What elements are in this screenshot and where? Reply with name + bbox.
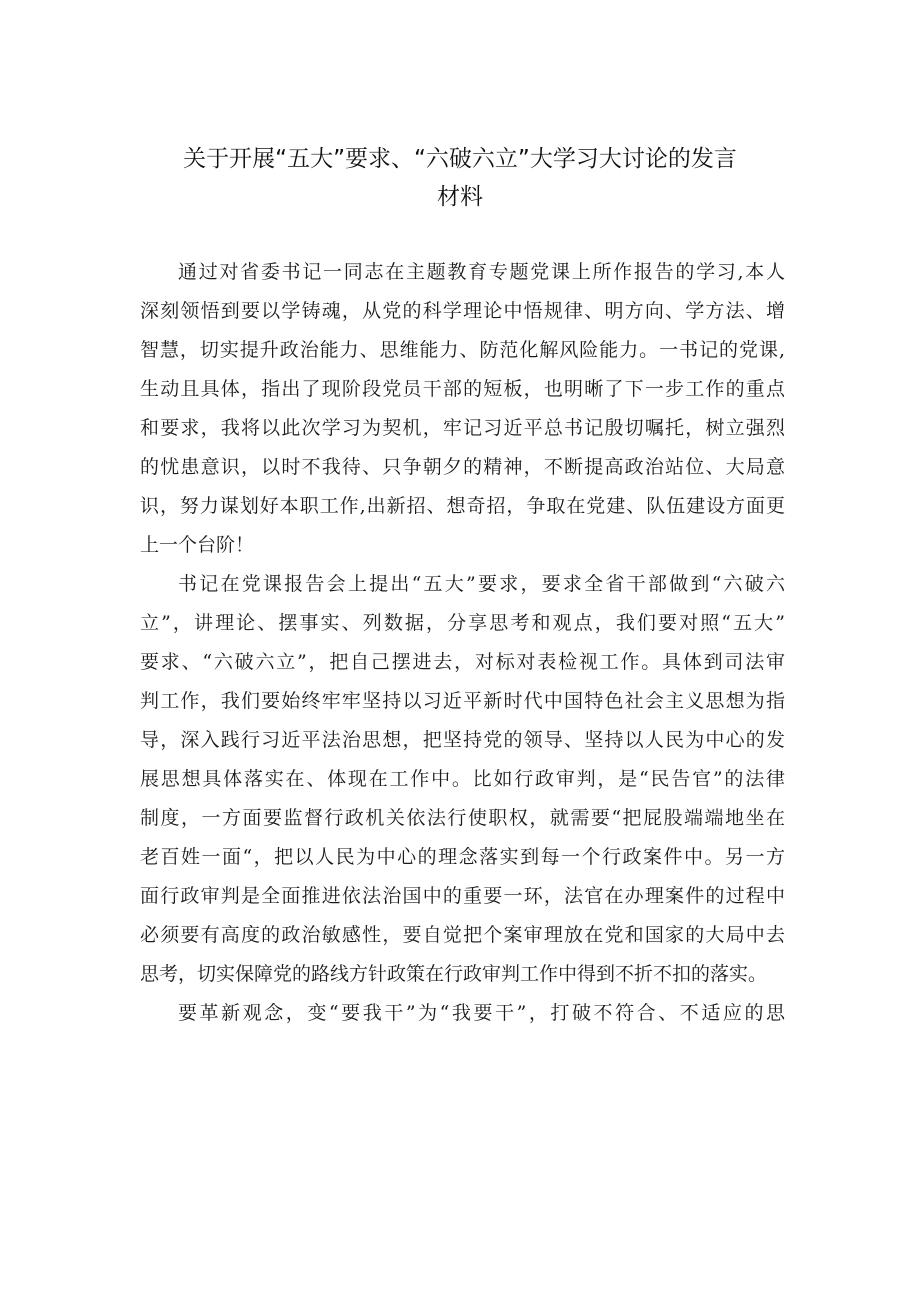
text-line: 老百姓一面“，把以人民为中心的理念落实到每一个行政案件中。另一方 — [140, 846, 785, 868]
text-line: 识，努力谋划好本职工作,出新招、想奇招，争取在党建、队伍建设方面更 — [140, 495, 785, 517]
text-line: 要求、“六破六立”，把自己摆进去，对标对表检视工作。具体到司法审 — [140, 651, 785, 673]
title-line-2: 材料 — [437, 184, 483, 210]
text-line: 制度，一方面要监督行政机关依法行使职权，就需要“把屁股端端地坐在 — [140, 807, 785, 829]
text-line: 思考，切实保障党的路线方针政策在行政审判工作中得到不折不扣的落实。 — [140, 963, 768, 985]
text-line: 深刻领悟到要以学铸魂，从党的科学理论中悟规律、明方向、学方法、增 — [140, 300, 785, 322]
text-line: 立”，讲理论、摆事实、列数据，分享思考和观点，我们要对照“五大” — [140, 612, 785, 634]
text-line: 判工作，我们要始终牢牢坚持以习近平新时代中国特色社会主义思想为指 — [140, 690, 785, 712]
text-line: 智慧，切实提升政治能力、思维能力、防范化解风险能力。一书记的党课, — [140, 339, 785, 361]
document-title — [140, 140, 780, 216]
text-line: 生动且具体，指出了现阶段党员干部的短板，也明晰了下一步工作的重点 — [140, 378, 785, 400]
text-line: 导，深入践行习近平法治思想，把坚持党的领导、坚持以人民为中心的发 — [140, 729, 785, 751]
title-line-1: 关于开展“五大”要求、“六破六立”大学习大讨论的发言 — [183, 146, 737, 172]
text-line: 和要求，我将以此次学习为契机，牢记习近平总书记殷切嘱托，树立强烈 — [140, 417, 785, 439]
document-body — [140, 253, 785, 1033]
text-line: 展思想具体落实在、体现在工作中。比如行政审判，是“民告官”的法律 — [140, 768, 785, 790]
text-line: 书记在党课报告会上提出“五大”要求，要求全省干部做到“六破六 — [178, 573, 785, 595]
text-line: 面行政审判是全面推进依法治国中的重要一环，法官在办理案件的过程中 — [140, 885, 785, 907]
text-line: 的忧患意识，以时不我待、只争朝夕的精神，不断提高政治站位、大局意 — [140, 456, 785, 478]
text-line: 通过对省委书记一同志在主题教育专题党课上所作报告的学习,本人 — [178, 261, 785, 283]
text-line: 上一个台阶！ — [140, 534, 255, 556]
text-line: 要革新观念，变“要我干”为“我要干”，打破不符合、不适应的思 — [178, 1002, 785, 1024]
text-line: 必须要有高度的政治敏感性，要自觉把个案审理放在党和国家的大局中去 — [140, 924, 785, 946]
